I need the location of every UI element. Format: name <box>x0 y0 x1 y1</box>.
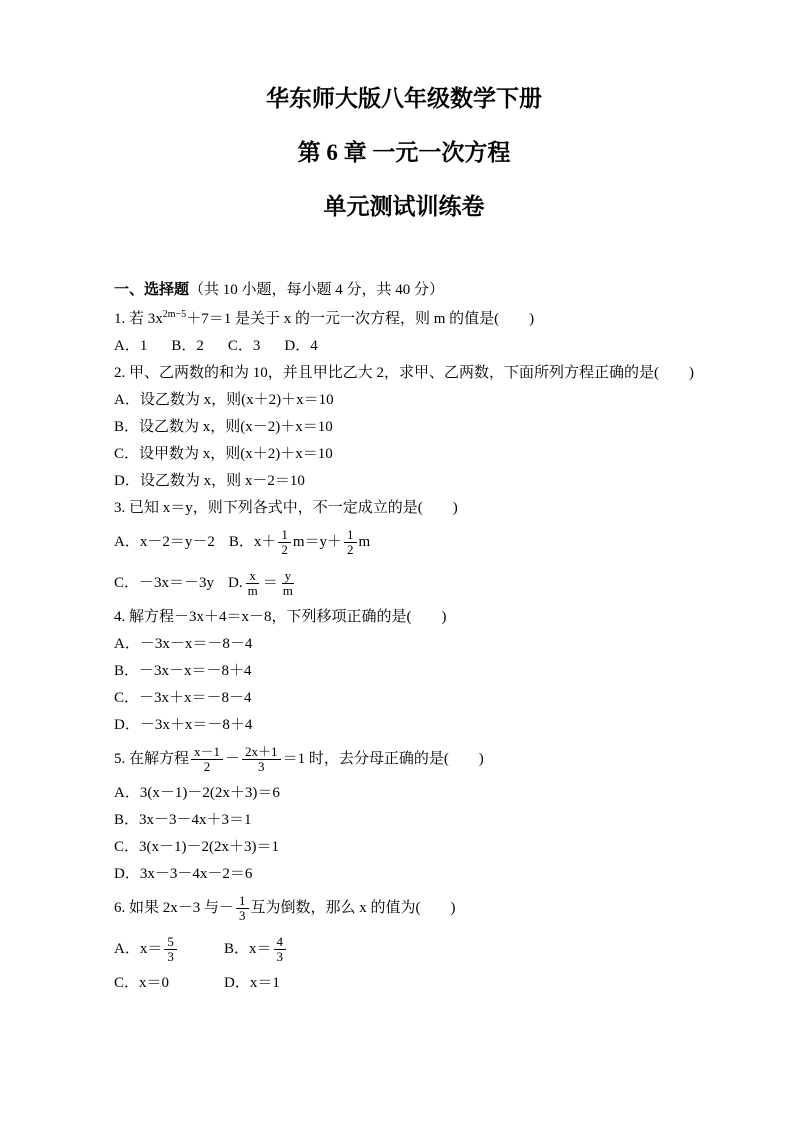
document-title-3: 单元测试训练卷 <box>323 194 485 219</box>
question-3-stem: 3. 已知 x＝y，则下列各式中，不一定成立的是( ) <box>114 500 458 516</box>
question-1-stem: 1. 若 $3x^{2m-5}+7=1$ 是关于 x 的一元一次方程，则 m 的值是( ) <box>114 309 535 327</box>
question-5-option-a: A．3(x－1)－2(2x＋3)＝6 <box>114 785 280 801</box>
question-5-option-row-2 <box>114 810 694 831</box>
question-1-option-a: A．1 <box>114 338 148 354</box>
question-4-option-d: D．－3x＋x＝－8＋4 <box>114 717 253 733</box>
question-4-option-row-4 <box>114 715 694 736</box>
question-2-option-row-1 <box>114 390 694 411</box>
question-3 <box>114 498 694 601</box>
fraction: $\frac{4}{3}$ <box>273 932 288 967</box>
question-1 <box>114 309 694 357</box>
fraction: $\frac{1}{2}$ <box>343 525 358 560</box>
question-1-option-d: D．4 <box>284 338 318 354</box>
question-4-option-b: B．－3x－x＝－8＋4 <box>114 663 252 679</box>
question-3-option-c: C．－3x＝－3y <box>114 575 215 591</box>
question-2-option-d: D．设乙数为 x，则 x－2＝10 <box>114 473 305 489</box>
fraction: $\frac{1}{3}$ <box>235 891 250 926</box>
section-header-meta: （共 10 小题，每小题 4 分，共 40 分） <box>189 282 445 298</box>
question-1-option-c: C．3 <box>227 338 261 354</box>
question-6-option-row-1 <box>114 932 694 967</box>
question-6-option-c: C．x＝0 <box>114 975 170 991</box>
question-2-option-a: A．设乙数为 x，则(x＋2)＋x＝10 <box>114 392 334 408</box>
question-2-option-b: B．设乙数为 x，则(x－2)＋x＝10 <box>114 419 333 435</box>
question-5 <box>114 742 694 885</box>
document-titles <box>114 86 694 220</box>
question-2-option-row-2 <box>114 417 694 438</box>
question-5-option-c: C．3(x－1)－2(2x＋3)＝1 <box>114 839 279 855</box>
question-6 <box>114 891 694 994</box>
question-4-option-a: A．－3x－x＝－8－4 <box>114 636 253 652</box>
question-4-option-row-1 <box>114 634 694 655</box>
question-5-option-row-1 <box>114 783 694 804</box>
question-3-option-a: A．x－2＝y－2 <box>114 534 215 550</box>
fraction: $\frac{x-1}{2}$ <box>190 742 224 777</box>
question-2 <box>114 363 694 492</box>
question-3-option-b: B．x＋ $\frac{1}{2}$ m＝y＋ $\frac{1}{2}$ m <box>229 525 370 560</box>
question-5-stem: 5. 在解方程 $\frac{x-1}{2}$ － $\frac{2x+1}{3}$ ＝1 时，去分母正确的是( ) <box>114 742 694 777</box>
superscript: 2m−5 <box>162 309 187 320</box>
fraction: $\frac{2x+1}{3}$ <box>241 742 282 777</box>
question-6-option-b: B．x＝ $\frac{4}{3}$ <box>224 932 320 967</box>
question-6-option-a: A．x＝ $\frac{5}{3}$ <box>114 932 210 967</box>
section-header-label: 一、选择题 <box>114 282 190 298</box>
question-4-option-c: C．－3x＋x＝－8－4 <box>114 690 252 706</box>
question-5-option-b: B．3x－3－4x＋3＝1 <box>114 812 252 828</box>
document-body <box>114 280 694 994</box>
question-1-option-row-1 <box>114 336 694 357</box>
document-title-1: 华东师大版八年级数学下册 <box>266 86 542 111</box>
question-5-option-row-3 <box>114 837 694 858</box>
question-3-option-row-2 <box>114 566 694 601</box>
section-header <box>114 280 694 301</box>
question-3-option-row-1 <box>114 525 694 560</box>
fraction: $\frac{x}{m}$ <box>247 568 258 598</box>
question-6-option-row-2 <box>114 973 694 994</box>
fraction: $\frac{y}{m}$ <box>282 568 293 598</box>
questions <box>114 309 694 994</box>
question-2-option-row-4 <box>114 471 694 492</box>
question-5-option-d: D．3x－3－4x－2＝6 <box>114 866 253 882</box>
fraction: $\frac{5}{3}$ <box>163 932 178 967</box>
question-1-option-b: B．2 <box>171 338 204 354</box>
question-3-option-d: D. $\frac{x}{m}$ ＝ $\frac{y}{m}$ <box>228 566 324 601</box>
question-2-option-c: C．设甲数为 x，则(x＋2)＋x＝10 <box>114 446 333 462</box>
question-2-stem: 2. 甲、乙两数的和为 10，并且甲比乙大 2，求甲、乙两数，下面所列方程正确的是( ) <box>114 365 694 381</box>
question-4 <box>114 607 694 736</box>
document-title-2: 第 6 章 一元一次方程 <box>297 140 511 165</box>
question-5-option-row-4 <box>114 864 694 885</box>
question-4-option-row-3 <box>114 688 694 709</box>
fraction: $\frac{1}{2}$ <box>277 525 292 560</box>
question-6-stem: 6. 如果 2x－3 与－ $\frac{1}{3}$ 互为倒数，那么 x 的值为( ) <box>114 891 694 926</box>
question-4-option-row-2 <box>114 661 694 682</box>
question-2-option-row-3 <box>114 444 694 465</box>
question-6-option-d: D．x＝1 <box>224 975 280 991</box>
question-4-stem: 4. 解方程－3x＋4＝x－8，下列移项正确的是( ) <box>114 609 447 625</box>
